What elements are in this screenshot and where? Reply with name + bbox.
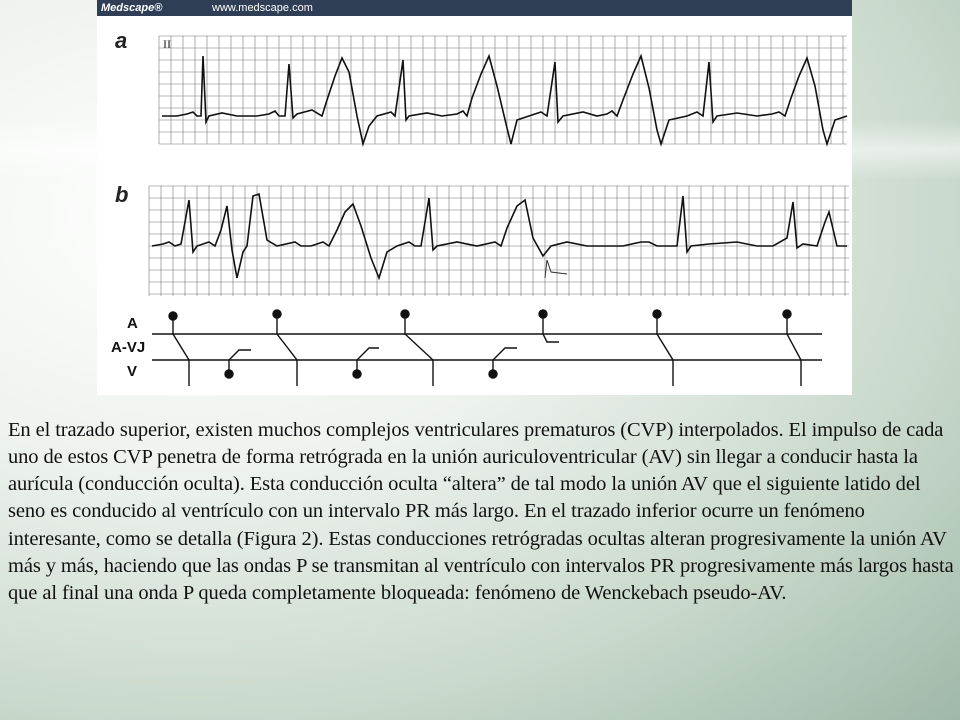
- ladder-label-v: V: [127, 363, 138, 380]
- ecg-figure: [97, 16, 852, 395]
- figure-caption: En el trazado superior, existen muchos complejos ventriculares prematuros (CVP) interpolados. El impulso de cada uno de estos CVP penetra de forma retrógrada en la unión auriculoventricular (AV) sin llegar a conducir hasta la aurícula (conducción oculta). Esta conducción oculta “altera” de tal modo la unión AV que el siguiente latido del seno es conducido al ventrículo con un intervalo PR más largo. En el trazado inferior ocurre un fenómeno interesante, como se detalla (Figura 2). Estas conducciones retrógradas ocultas alteran progresivamente la unión AV más y más, haciendo que las ondas P se transmitan al ventrículo con intervalos PR progresivamente más largos hasta que al final una onda P queda completamente bloqueada: fenómeno de Wenckebach pseudo-AV.: [8, 418, 954, 605]
- trace-b-grid: [149, 186, 849, 296]
- trace-b-waveform: [152, 194, 847, 278]
- brand-logo: Medscape®: [101, 2, 163, 14]
- source-header-bar: [97, 0, 852, 16]
- trace-a-waveform: [162, 56, 847, 144]
- ladder-label-a: A: [127, 315, 138, 332]
- trace-a-grid: [159, 36, 847, 144]
- ladder-diagram: [152, 310, 822, 386]
- ladder-label-avj: A-VJ: [111, 339, 146, 356]
- artifact-mark: [545, 260, 567, 278]
- source-url: www.medscape.com: [212, 2, 313, 14]
- trace-b-label: b: [115, 182, 129, 207]
- trace-a-label: a: [115, 28, 128, 53]
- lead-label: II: [163, 37, 171, 51]
- ecg-figure-panel: [97, 0, 852, 395]
